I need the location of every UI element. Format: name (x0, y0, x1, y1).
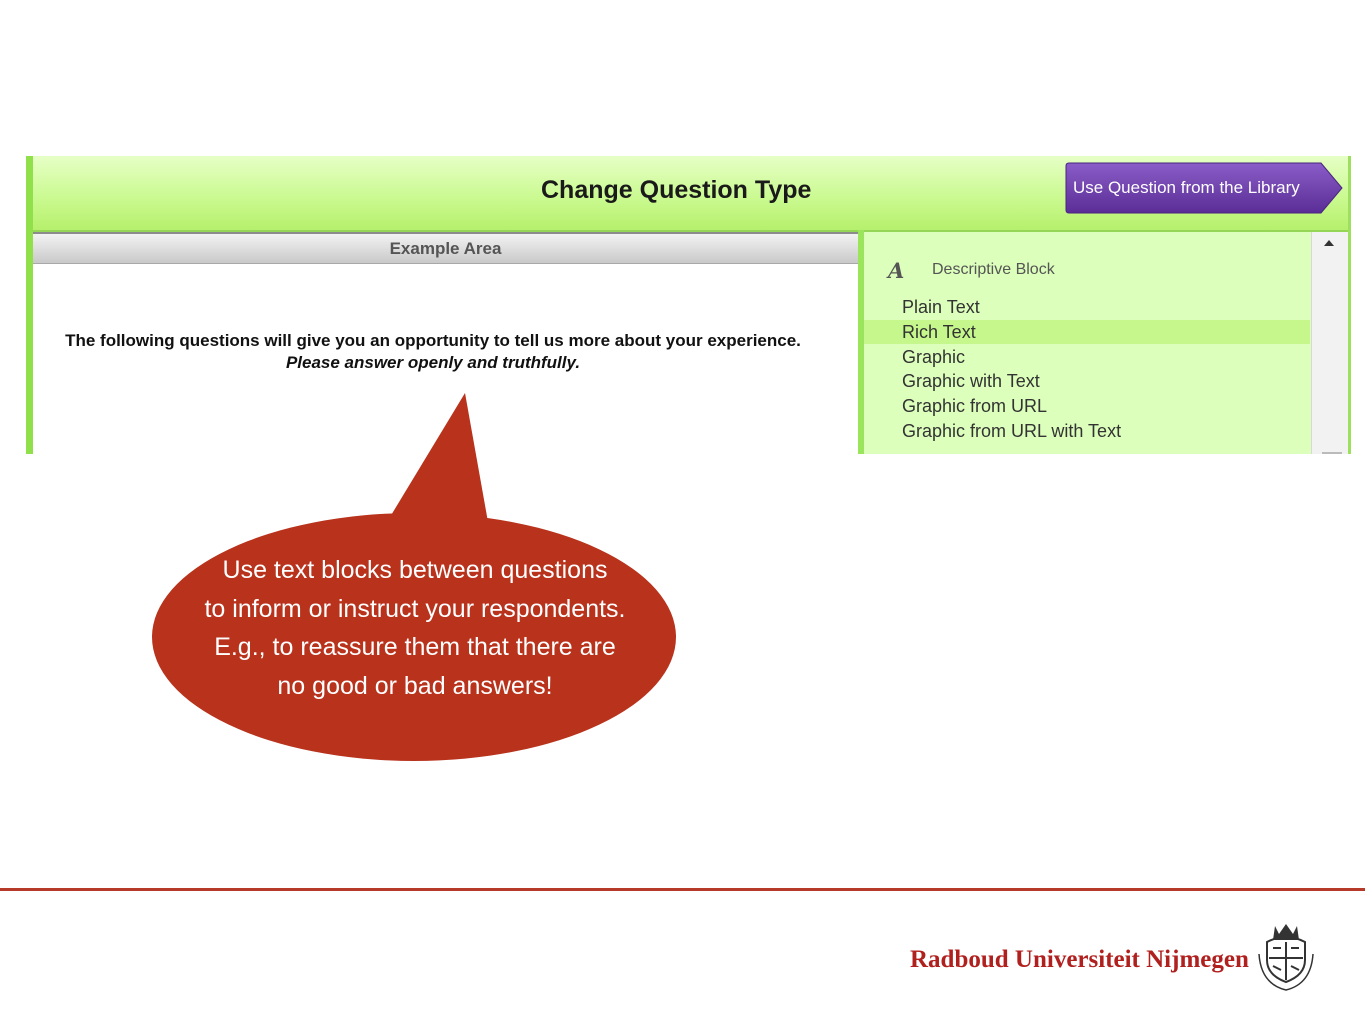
footer-divider (0, 888, 1365, 891)
type-item-graphic[interactable]: Graphic (902, 347, 966, 367)
callout-line-3: E.g., to reassure them that there are (214, 633, 616, 661)
type-item-plain-text[interactable]: Plain Text (902, 297, 980, 317)
university-crest-icon (1255, 920, 1317, 994)
letter-a-icon: A (888, 258, 905, 283)
list-scrollbar[interactable] (1311, 232, 1349, 454)
type-item-rich-text[interactable]: Rich Text (864, 320, 1310, 344)
use-library-question-button[interactable] (1065, 162, 1343, 214)
type-item-graphic-with-text[interactable]: Graphic with Text (902, 371, 1040, 391)
question-type-list (864, 232, 1311, 454)
university-name: Radboud Universiteit Nijmegen (910, 946, 1249, 973)
scroll-up-icon[interactable] (1324, 240, 1334, 246)
scroll-thumb[interactable] (1322, 452, 1342, 454)
example-area-header: Example Area (33, 232, 858, 264)
dialog-header (33, 156, 1348, 232)
library-button-label: Use Question from the Library (1073, 178, 1300, 197)
example-sub-text: Please answer openly and truthfully. (285, 353, 581, 372)
callout-text (150, 551, 680, 705)
dialog-left-border (26, 156, 33, 454)
example-text (33, 330, 833, 374)
callout-line-2: to inform or instruct your respondents. (204, 594, 626, 623)
dialog-right-border (1348, 156, 1351, 454)
type-item-graphic-from-url-with-text[interactable]: Graphic from URL with Text (902, 421, 1122, 441)
example-main-text: The following questions will give you an opportunity to tell us more about your experience. (65, 331, 801, 350)
callout-line-4: no good or bad answers! (277, 671, 553, 700)
group-label: Descriptive Block (932, 261, 1055, 278)
dialog-title: Change Question Type (541, 176, 812, 204)
type-item-graphic-from-url[interactable]: Graphic from URL (902, 396, 1048, 416)
speech-bubble-callout (150, 390, 680, 765)
callout-line-1: Use text blocks between questions (222, 556, 608, 584)
crest-graphic (1255, 920, 1317, 994)
